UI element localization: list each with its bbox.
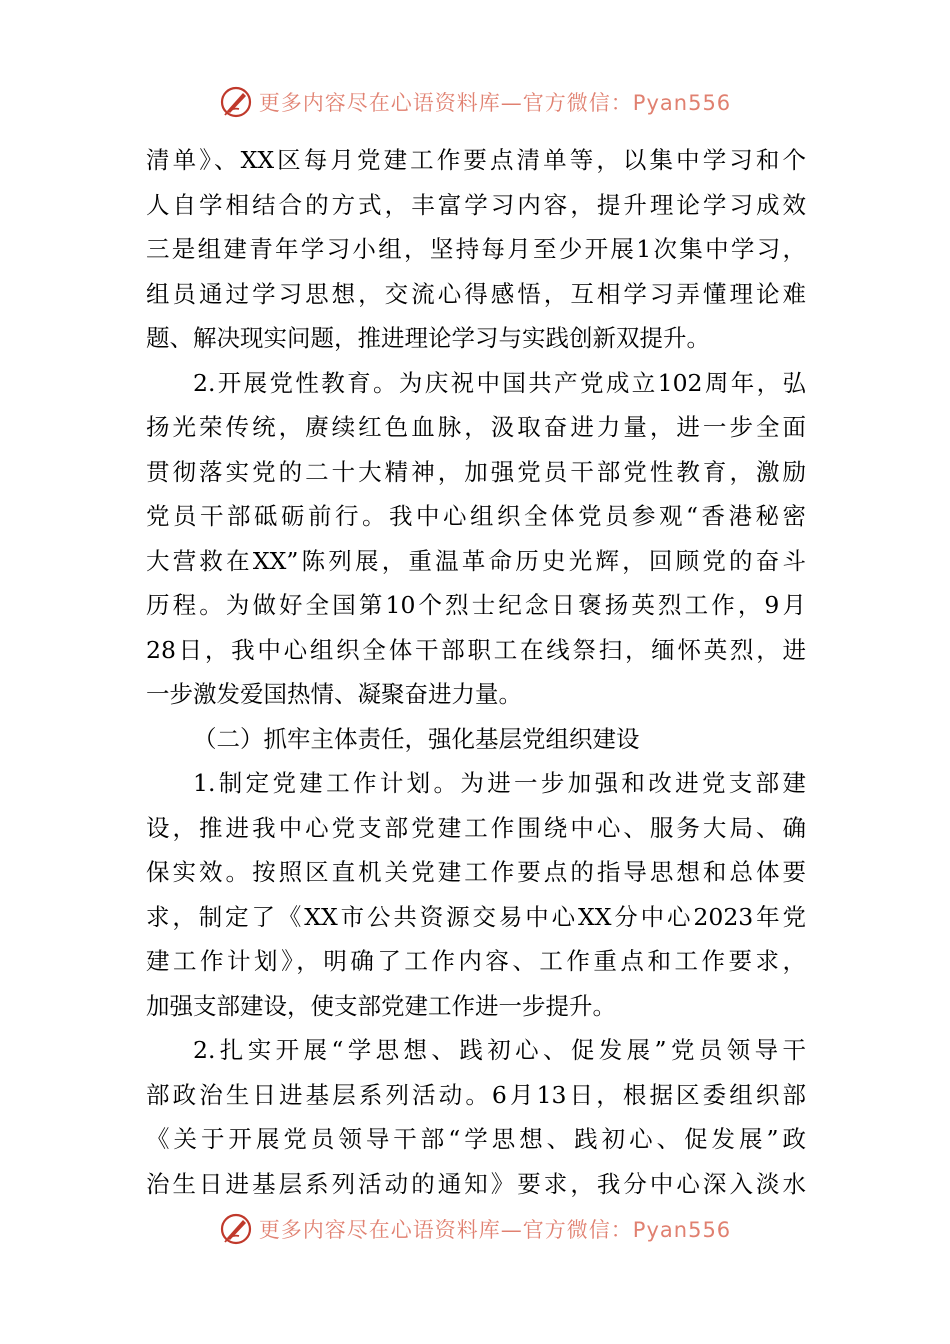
text-line: 部政治生日进基层系列活动。6月13日，根据区委组织部 xyxy=(146,1080,806,1109)
text-line: 历程。为做好全国第10个烈士纪念日褒扬英烈工作，9月 xyxy=(146,591,806,619)
text-line: 扬光荣传统，赓续红色血脉，汲取奋进力量，进一步全面 xyxy=(146,413,806,441)
text-line: 题、解决现实问题，推进理论学习与实践创新双提升。 xyxy=(146,324,710,352)
text-line: 2.扎实开展“学思想、践初心、促发展”党员领导干 xyxy=(193,1036,806,1064)
header-banner xyxy=(0,80,950,124)
text-line: 设，推进我中心党支部党建工作围绕中心、服务大局、确 xyxy=(146,813,806,842)
text-line: 一步激发爱国热情、凝聚奋进力量。 xyxy=(146,680,522,708)
text-line: （二）抓牢主体责任，强化基层党组织建设 xyxy=(193,724,640,753)
text-line: 保实效。按照区直机关党建工作要点的指导思想和总体要 xyxy=(146,858,806,886)
text-line: 加强支部建设，使支部党建工作进一步提升。 xyxy=(146,991,616,1020)
document-body xyxy=(146,138,806,1206)
text-line: 1.制定党建工作计划。为进一步加强和改进党支部建 xyxy=(193,769,806,797)
text-line: 求，制定了《XX市公共资源交易中心XX分中心2023年党 xyxy=(146,902,806,931)
footer-banner-text: 更多内容尽在心语资料库—官方微信：Pyan556 xyxy=(258,1218,732,1242)
text-line: 2.开展党性教育。为庆祝中国共产党成立102周年，弘 xyxy=(193,368,806,397)
text-line: 28日，我中心组织全体干部职工在线祭扫，缅怀英烈，进 xyxy=(146,635,806,664)
text-line: 治生日进基层系列活动的通知》要求，我分中心深入淡水 xyxy=(146,1169,806,1198)
text-line: 建工作计划》，明确了工作内容、工作重点和工作要求， xyxy=(146,947,806,975)
pen-logo-icon xyxy=(219,85,253,119)
header-banner-text: 更多内容尽在心语资料库—官方微信：Pyan556 xyxy=(258,91,732,115)
text-line: 大营救在XX”陈列展，重温革命历史光辉，回顾党的奋斗 xyxy=(146,546,806,575)
text-line: 清单》、XX区每月党建工作要点清单等，以集中学习和个 xyxy=(146,146,806,174)
text-line: 三是组建青年学习小组，坚持每月至少开展1次集中学习， xyxy=(146,235,806,263)
text-line: 组员通过学习思想，交流心得感悟，互相学习弄懂理论难 xyxy=(146,279,806,308)
footer-banner xyxy=(0,1207,950,1251)
pen-logo-icon xyxy=(219,1212,253,1246)
text-line: 人自学相结合的方式，丰富学习内容，提升理论学习成效 xyxy=(146,190,806,219)
text-line: 《关于开展党员领导干部“学思想、践初心、促发展”政 xyxy=(146,1125,806,1153)
text-line: 贯彻落实党的二十大精神，加强党员干部党性教育，激励 xyxy=(146,457,806,486)
text-line: 党员干部砥砺前行。我中心组织全体党员参观“香港秘密 xyxy=(146,502,806,530)
